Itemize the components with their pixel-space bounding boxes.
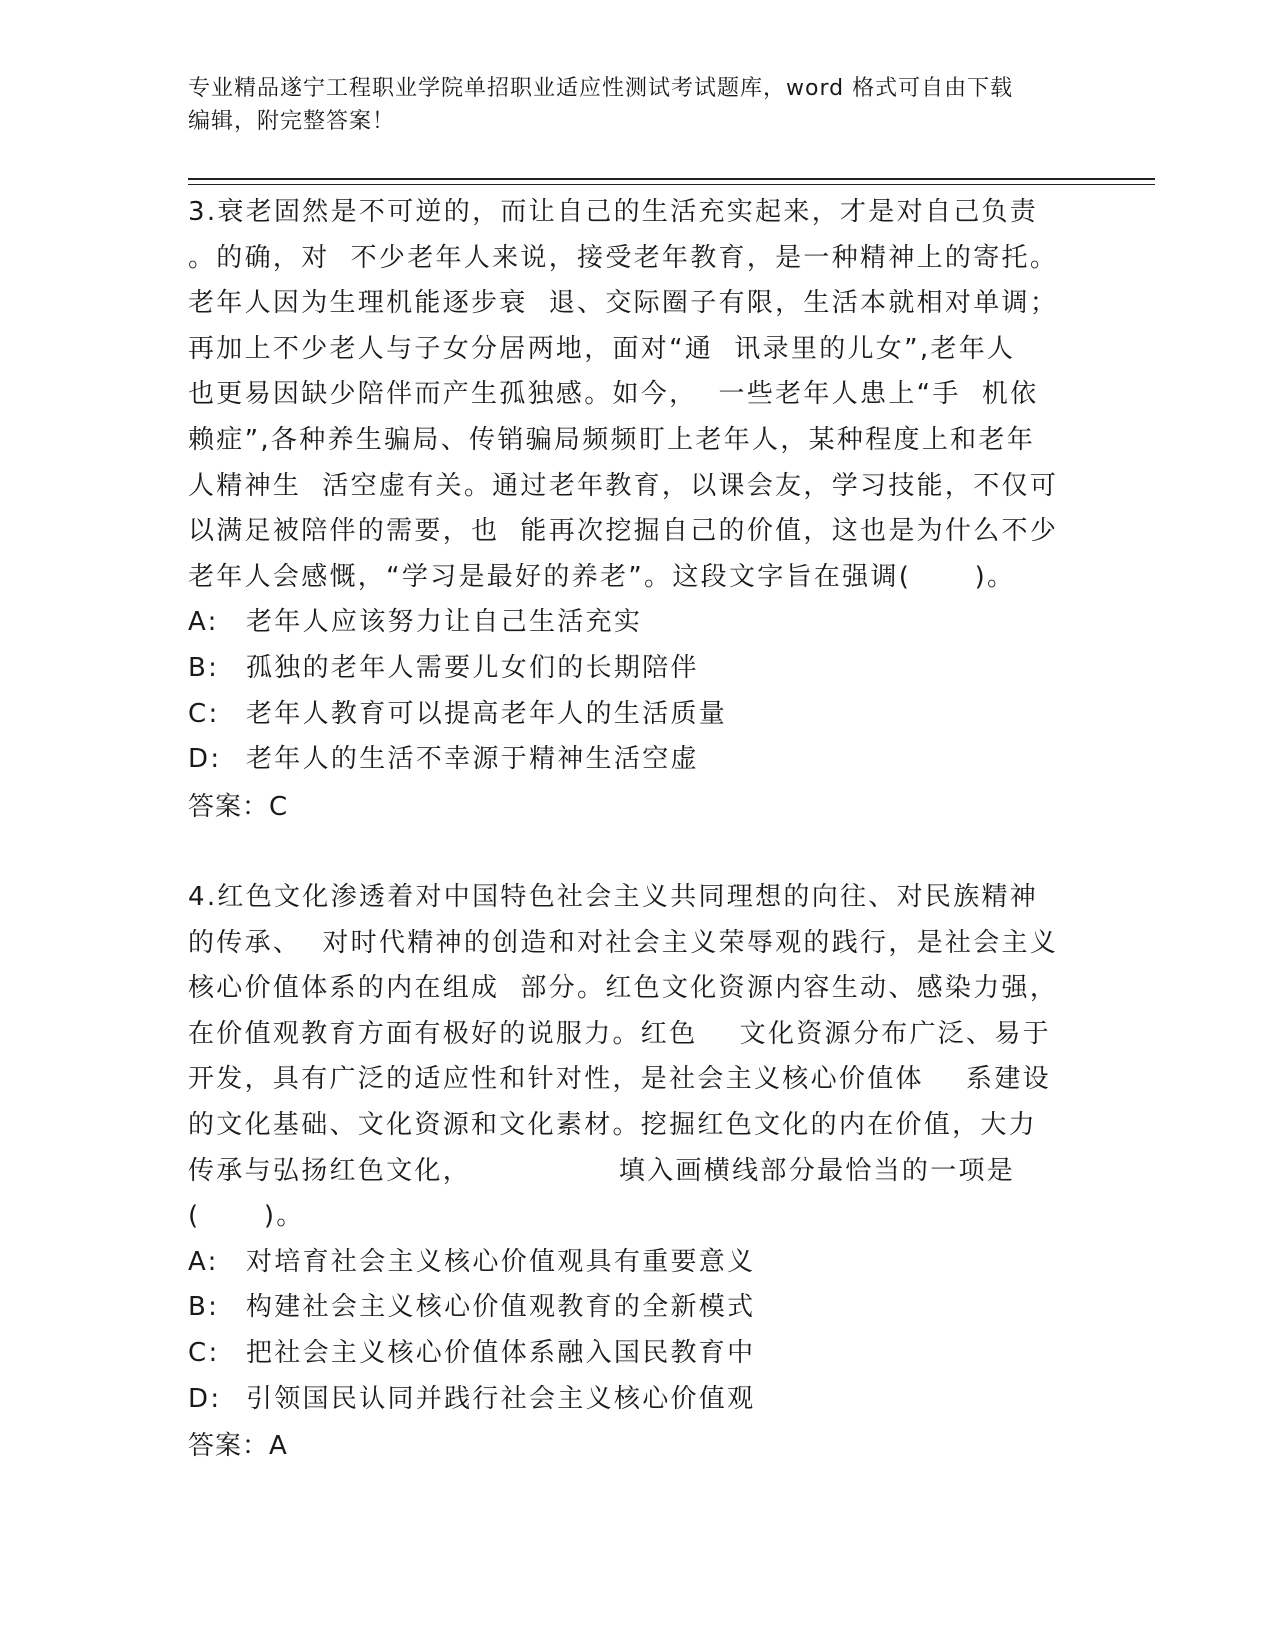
question-4-line: 在价值观教育方面有极好的说服力。红色 文化资源分布广泛、易于 <box>188 1018 1051 1049</box>
page-header <box>188 72 1088 138</box>
header-line-2: 编辑，附完整答案！ <box>188 109 396 134</box>
question-3-answer: 答案：C <box>188 791 289 822</box>
question-3-line: 赖症”,各种养生骗局、传销骗局频频盯上老年人，某种程度上和老年 <box>188 424 1036 455</box>
question-4-option-d <box>188 1377 1088 1423</box>
option-text: 老年人教育可以提高老年人的生活质量 <box>246 698 728 729</box>
question-4-option-a <box>188 1240 1088 1286</box>
question-3-line: 也更易因缺少陪伴而产生孤独感。如今， 一些老年人患上“手 机依 <box>188 379 1039 410</box>
option-text: 引领国民认同并践行社会主义核心价值观 <box>246 1383 756 1414</box>
option-text: 构建社会主义核心价值观教育的全新模式 <box>246 1292 756 1323</box>
option-text: 孤独的老年人需要儿女们的长期陪伴 <box>246 652 699 683</box>
option-letter: B: <box>188 1292 220 1323</box>
question-3 <box>188 190 1088 831</box>
header-line-1: 专业精品遂宁工程职业学院单招职业适应性测试考试题库，word 格式可自由下载 <box>188 76 1014 101</box>
option-letter: A: <box>188 1246 219 1277</box>
option-letter: C: <box>188 1337 220 1368</box>
option-text: 老年人的生活不幸源于精神生活空虚 <box>246 744 699 775</box>
question-4 <box>188 875 1088 1470</box>
question-4-line: ( )。 <box>188 1201 305 1232</box>
question-3-option-b <box>188 646 1088 692</box>
question-3-option-d <box>188 737 1088 783</box>
option-letter: B: <box>188 652 220 683</box>
header-divider-thin <box>188 184 1155 185</box>
question-4-line: 传承与弘扬红色文化， 填入画横线部分最恰当的一项是 <box>188 1155 1016 1186</box>
option-letter: D: <box>188 1383 222 1414</box>
header-divider-thick <box>188 178 1155 180</box>
question-4-line: 核心价值体系的内在组成 部分。红色文化资源内容生动、感染力强， <box>188 973 1059 1004</box>
question-3-line: 。的确，对 不少老年人来说，接受老年教育，是一种精神上的寄托。 <box>188 242 1059 273</box>
question-3-option-a <box>188 600 1088 646</box>
question-4-line: 的文化基础、文化资源和文化素材。挖掘红色文化的内在价值，大力 <box>188 1109 1038 1140</box>
question-4-option-b <box>188 1285 1088 1331</box>
question-3-option-c <box>188 692 1088 738</box>
question-3-line: 人精神生 活空虚有关。通过老年教育，以课会友，学习技能，不仅可 <box>188 470 1059 501</box>
question-3-line: 老年人会感慨，“学习是最好的养老”。这段文字旨在强调( )。 <box>188 561 1016 592</box>
question-4-option-c <box>188 1331 1088 1377</box>
option-text: 把社会主义核心价值体系融入国民教育中 <box>246 1337 756 1368</box>
question-4-line: 的传承、 对时代精神的创造和对社会主义荣辱观的践行，是社会主义 <box>188 927 1059 958</box>
option-letter: D: <box>188 744 222 775</box>
question-3-line: 以满足被陪伴的需要，也 能再次挖掘自己的价值，这也是为什么不少 <box>188 516 1059 547</box>
question-3-line: 再加上不少老人与子女分居两地，面对“通 讯录里的儿女”,老年人 <box>188 333 1016 364</box>
question-4-answer: 答案：A <box>188 1431 288 1462</box>
question-3-line: 老年人因为生理机能逐步衰 退、交际圈子有限，生活本就相对单调； <box>188 288 1059 319</box>
option-text: 老年人应该努力让自己生活充实 <box>246 607 643 638</box>
question-3-line: 3.衰老固然是不可逆的，而让自己的生活充实起来，才是对自己负责 <box>188 197 1039 227</box>
question-4-line: 4.红色文化渗透着对中国特色社会主义共同理想的向往、对民族精神 <box>188 882 1039 912</box>
option-letter: A: <box>188 607 219 638</box>
question-4-line: 开发，具有广泛的适应性和针对性，是社会主义核心价值体 系建设 <box>188 1064 1051 1095</box>
option-letter: C: <box>188 698 220 729</box>
option-text: 对培育社会主义核心价值观具有重要意义 <box>246 1246 756 1277</box>
